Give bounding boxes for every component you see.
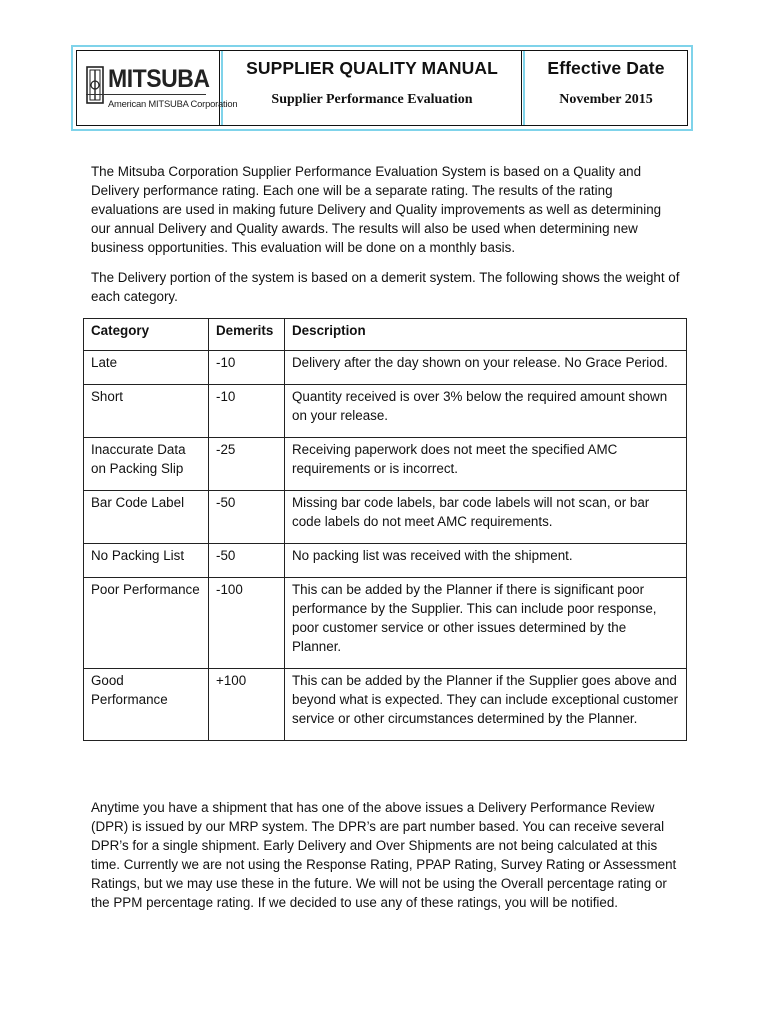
- demerit-table: [83, 318, 687, 741]
- row-category: Late: [84, 351, 209, 385]
- row-description: Quantity received is over 3% below the required amount shown on your release.: [285, 385, 687, 438]
- row-description: This can be added by the Planner if there is significant poor performance by the Supplier. This can include poor response, poor customer service or other issues determined by the Planner.: [285, 578, 687, 669]
- row-description: Missing bar code labels, bar code labels will not scan, or bar code labels do not meet AMC requirements.: [285, 491, 687, 544]
- row-category: Bar Code Label: [84, 491, 209, 544]
- section-subtitle: Supplier Performance Evaluation: [271, 92, 473, 107]
- row-demerits: -50: [209, 491, 285, 544]
- row-demerits: +100: [209, 669, 285, 741]
- row-category: No Packing List: [84, 544, 209, 578]
- effective-date-value: November 2015: [559, 92, 653, 107]
- logo-divider: [86, 94, 206, 95]
- table-row: [84, 491, 687, 544]
- row-demerits: -50: [209, 544, 285, 578]
- row-demerits: -100: [209, 578, 285, 669]
- manual-title: SUPPLIER QUALITY MANUAL: [246, 58, 498, 78]
- row-demerits: -10: [209, 385, 285, 438]
- table-row: [84, 544, 687, 578]
- table-row: [84, 385, 687, 438]
- row-description: This can be added by the Planner if the Supplier goes above and beyond what is expected. They can include exceptional customer service or other circumstances determined by the Planner.: [285, 669, 687, 741]
- header-table: [76, 50, 688, 126]
- table-row: [84, 351, 687, 385]
- row-description: No packing list was received with the shipment.: [285, 544, 687, 578]
- row-category: Good Performance: [84, 669, 209, 741]
- row-demerits: -25: [209, 438, 285, 491]
- closing-paragraph: Anytime you have a shipment that has one of the above issues a Delivery Performance Review (DPR) is issued by our MRP system. The DPR’s are part number based. You can receive several DPR’s for a single shipment. Early Delivery and Over Shipments are not being calculated at this time. Currently we are not using the Response Rating, PPAP Rating, Survey Rating or Assessment Ratings, but we may use these in the future. We will not be using the Overall percentage rating or the PPM percentage rating. If we decided to use any of these ratings, you will be notified.: [91, 800, 677, 910]
- logo-company-name: American MITSUBA Corporation: [108, 98, 238, 109]
- title-cell: [221, 51, 522, 125]
- table-row: [84, 669, 687, 741]
- effective-date-label: Effective Date: [547, 58, 665, 78]
- logo-cell: [77, 51, 238, 125]
- delivery-intro-paragraph: The Delivery portion of the system is based on a demerit system. The following shows the weight of each category.: [91, 270, 680, 304]
- row-category: Short: [84, 385, 209, 438]
- row-description: Delivery after the day shown on your release. No Grace Period.: [285, 351, 687, 385]
- document-header: [71, 45, 693, 131]
- table-row: [84, 578, 687, 669]
- row-description: Receiving paperwork does not meet the specified AMC requirements or is incorrect.: [285, 438, 687, 491]
- logo-wordmark: MITSUBA: [108, 65, 210, 93]
- row-category: Poor Performance: [84, 578, 209, 669]
- row-demerits: -10: [209, 351, 285, 385]
- intro-paragraph: The Mitsuba Corporation Supplier Performance Evaluation System is based on a Quality and Delivery performance rating. Each one will be a separate rating. The results of the rating evaluations are used in making future Delivery and Quality improvements as well as determining our annual Delivery and Quality awards. The results will also be used when determining new business opportunities. This evaluation will be done on a monthly basis.: [91, 164, 662, 255]
- table-row: [84, 438, 687, 491]
- row-category: Inaccurate Data on Packing Slip: [84, 438, 209, 491]
- header-category: Category: [84, 319, 209, 351]
- header-description: Description: [285, 319, 687, 351]
- header-demerits: Demerits: [209, 319, 285, 351]
- date-cell: [523, 51, 687, 125]
- table-header-row: [84, 319, 687, 351]
- mitsuba-logo-icon: [86, 66, 104, 104]
